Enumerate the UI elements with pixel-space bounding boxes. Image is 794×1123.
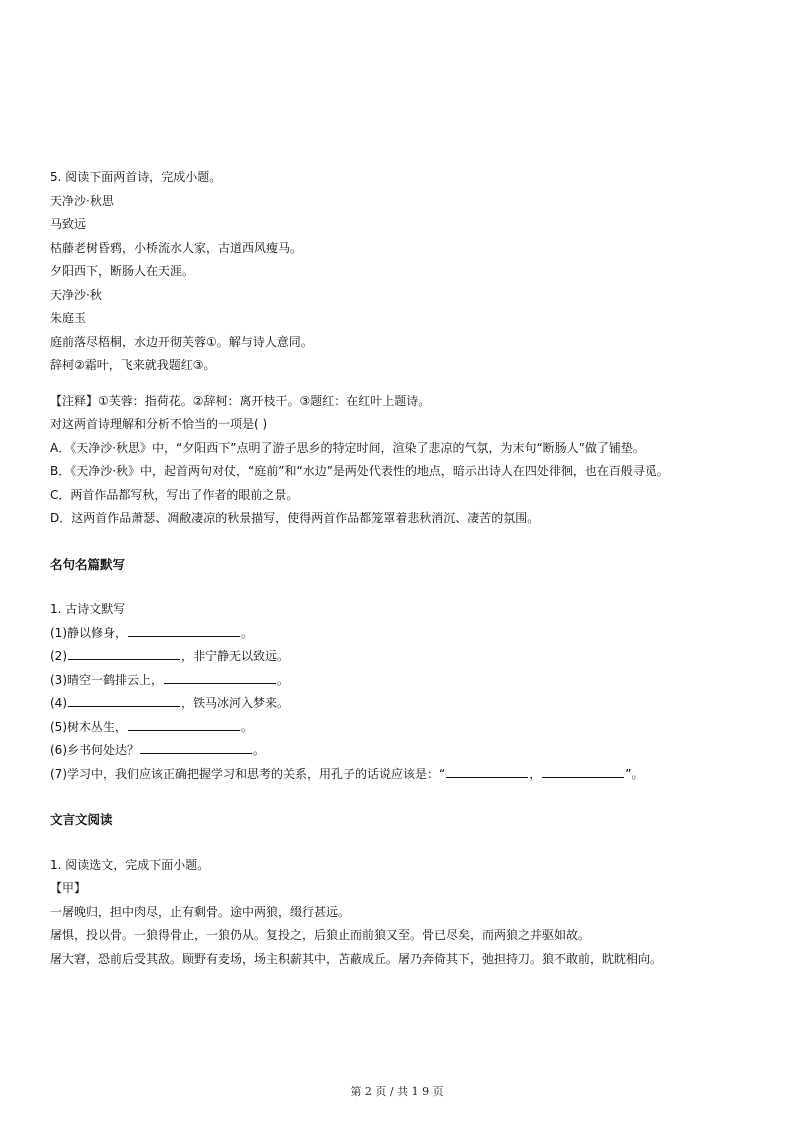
recite-item-7-pre: (7)学习中，我们应该正确把握学习和思考的关系，用孔子的话说应该是：“ xyxy=(50,766,446,781)
recite-item-3-pre: (3)晴空一鹤排云上， xyxy=(50,672,163,687)
poem1-author: 马致远 xyxy=(50,217,87,231)
page-footer: 第 2 页 / 共 1 9 页 xyxy=(350,1085,444,1098)
answer-blank-3[interactable] xyxy=(164,671,276,684)
recite-item-1-post: 。 xyxy=(241,625,254,640)
recite-item-1-pre: (1)静以修身， xyxy=(50,625,127,640)
page-content xyxy=(50,166,750,971)
answer-blank-7a[interactable] xyxy=(446,765,528,778)
recite-item-7-post: ”。 xyxy=(625,766,644,781)
recite-item-4-pre: (4) xyxy=(50,696,67,710)
spacer xyxy=(50,531,750,553)
answer-blank-2[interactable] xyxy=(68,647,180,660)
recite-item-5 xyxy=(50,716,750,740)
recite-item-4-post: ，铁马冰河入梦来。 xyxy=(181,696,290,710)
recite-item-6-post: 。 xyxy=(253,743,266,757)
recite-prompt: 1. 古诗文默写 xyxy=(50,602,126,616)
poem2-title: 天净沙·秋 xyxy=(50,287,102,302)
section-heading-recite: 名句名篇默写 xyxy=(50,556,126,572)
recite-item-3-post: 。 xyxy=(277,672,290,687)
recite-item-3 xyxy=(50,669,750,693)
poem1-line2: 夕阳西下，断肠人在天涯。 xyxy=(50,264,195,278)
recite-item-6-pre: (6)乡书何处达？ xyxy=(50,743,139,757)
spacer xyxy=(50,832,750,854)
spacer xyxy=(50,576,750,598)
answer-blank-6[interactable] xyxy=(140,741,252,754)
annotation-note: 【注释】①芙蓉：指荷花。②辞柯：离开枝干。③题红：在红叶上题诗。 xyxy=(50,393,431,408)
question-5-prompt: 5. 阅读下面两首诗，完成小题。 xyxy=(50,170,222,184)
classical-paragraph-2: 屠惧，投以骨。一狼得骨止，一狼仍从。复投之，后狼止而前狼又至。骨已尽矣，而两狼之并驱如故。 xyxy=(50,928,591,942)
spacer xyxy=(50,378,750,390)
poem2-line2: 辞柯②霜叶，飞来就我题红③。 xyxy=(50,358,216,372)
poem1-line1: 枯藤老树昏鸦，小桥流水人家，古道西风瘦马。 xyxy=(50,240,303,255)
classical-prompt: 1. 阅读选文，完成下面小题。 xyxy=(50,857,210,872)
recite-item-5-pre: (5)树木丛生， xyxy=(50,719,127,734)
option-a[interactable]: A．《天净沙·秋思》中，“夕阳西下”点明了游子思乡的特定时间，渲染了悲凉的气氛，为末句“断肠人”做了铺垫。 xyxy=(50,440,645,455)
answer-blank-1[interactable] xyxy=(128,624,240,637)
option-c[interactable]: C．两首作品都写秋，写出了作者的眼前之景。 xyxy=(50,487,299,502)
section-heading-classical: 文言文阅读 xyxy=(50,812,113,827)
classical-paragraph-3: 屠大窘，恐前后受其敌。顾野有麦场，场主积薪其中，苫蔽成丘。屠乃奔倚其下，弛担持刀。狼不敢前，眈眈相向。 xyxy=(50,951,663,966)
classical-paragraph-1: 一屠晚归，担中肉尽，止有剩骨。途中两狼，缀行甚远。 xyxy=(50,904,351,919)
poem2-line1: 庭前落尽梧桐，水边开彻芙蓉①。解与诗人意同。 xyxy=(50,334,313,349)
option-b[interactable]: B．《天净沙·秋》中，起首两句对仗，“庭前”和“水边”是两处代表性的地点，暗示出诗人在四处徘徊，也在百般寻觅。 xyxy=(50,464,669,478)
recite-item-4 xyxy=(50,692,750,716)
answer-blank-5[interactable] xyxy=(128,718,240,731)
recite-item-5-post: 。 xyxy=(241,719,254,734)
recite-item-2 xyxy=(50,645,750,669)
recite-item-1 xyxy=(50,622,750,646)
recite-item-7 xyxy=(50,763,750,787)
recite-item-2-pre: (2) xyxy=(50,649,67,663)
poem1-title: 天净沙·秋思 xyxy=(50,193,114,208)
classical-label: 【甲】 xyxy=(50,881,87,895)
option-d[interactable]: D．这两首作品萧瑟、凋敝凄凉的秋景描写，使得两首作品都笼罩着悲秋消沉、凄苦的氛围。 xyxy=(50,511,540,525)
question-stem: 对这两首诗理解和分析不恰当的一项是( ) xyxy=(50,417,268,431)
recite-item-2-post: ，非宁静无以致远。 xyxy=(181,649,290,663)
poem2-author: 朱庭玉 xyxy=(50,311,87,325)
answer-blank-4[interactable] xyxy=(68,694,180,707)
answer-blank-7b[interactable] xyxy=(542,765,624,778)
recite-item-6 xyxy=(50,739,750,763)
recite-item-7-mid: ， xyxy=(529,766,542,781)
spacer xyxy=(50,786,750,808)
